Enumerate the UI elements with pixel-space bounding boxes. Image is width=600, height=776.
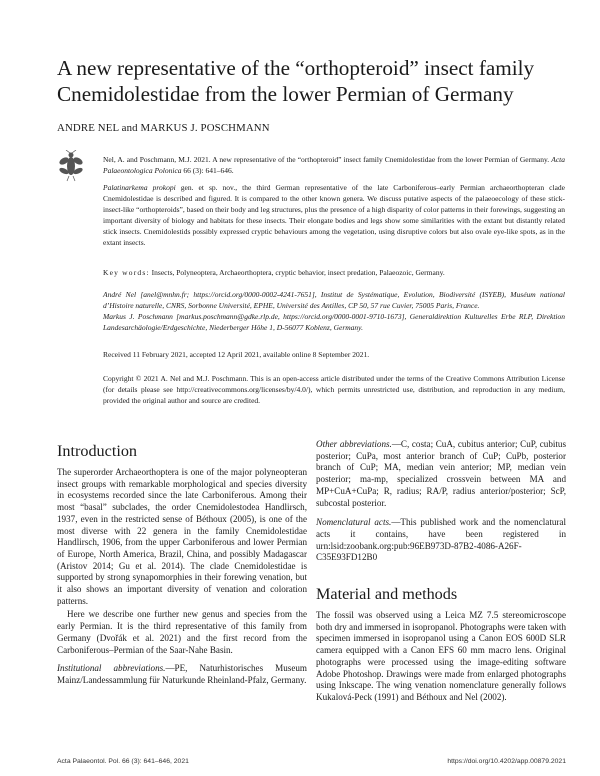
copyright: Copyright © 2021 A. Nel and M.J. Poschmann. This is an open-access article distributed under the terms of the Creative Commons Attribution License (for details please see http://creativecommons.org/licenses/by/4.0/), which permits unrestricted use, distribution, and reproduction in any medium, provided the original author and source are credited. [103, 374, 565, 405]
other-abbreviations [316, 439, 566, 509]
abstract [103, 183, 565, 248]
inst-text: —PE, Naturhistorisches Museum Mainz/Landessammlung für Naturkunde Rheinland-Pfalz, Germany. [57, 663, 307, 685]
introduction-heading: Introduction [57, 442, 138, 460]
keywords-text: Insects, Polyneoptera, Archaeorthoptera, cryptic behavior, insect predation, Palaeozoic, Germany. [149, 268, 445, 277]
keywords [103, 268, 565, 279]
affiliations [103, 290, 565, 334]
inst-label: Institutional abbreviations. [57, 663, 166, 674]
keywords-label: Key words: [103, 268, 150, 277]
introduction-body [57, 467, 307, 687]
material-methods-body [316, 610, 566, 704]
mm-paragraph: The fossil was observed using a Leica MZ 7.5 stereomicroscope both dry and immersed in isopropanol. Photographs were taken with specimen immersed in isopropanol using a Canon EOS 600D SLR camera equipped with a Canon EFS 60 mm macro lens. Original photographs were processed using the image-editing software Adobe Photoshop. Drawings were made from enlarged photographs using Inkscape. The wing venation nomenclature generally follows Kukalová-Peck (1991) and Béthoux and Nel (2002). [316, 610, 566, 702]
authors: ANDRE NEL and MARKUS J. POSCHMANN [57, 122, 270, 134]
received-dates: Received 11 February 2021, accepted 12 April 2021, available online 8 September 2021. [103, 350, 370, 359]
material-methods-heading: Material and methods [316, 585, 458, 603]
intro-paragraph-1: The superorder Archaeorthoptera is one of the major polyneopteran insect groups with remarkable morphological and species diversity in ecosystems recorded since the late Carboniferous. Among their most “basal” subclades, the order Cnemidolestodea Handlirsch, 1937, even in the restricted sense of Béthoux (2005), is one of the most diverse with 22 genera in the family Cnemidolestidae Handlirsch, 1906, from the upper Carboniferous and lower Permian of Europe, North America, Brazil, China, and possibly Madagascar (Aristov 2014; Gu et al. 2014). The clade Cnemidolestidae is supported by strong synapomorphies in their forewing venation, but it also shows an important diversity of venation and coloration patterns. [57, 467, 307, 606]
abstract-species: Palatinarkema prokopi [103, 183, 176, 192]
citation-volume: 66 (3): 641–646. [181, 165, 234, 175]
nom-text: —This published work and the nomenclatural acts it contains, have been registered in urn:lsid:zoobank.org:pub:96EB973D-87B2-4086-A26F-C35E93FD12B0 [316, 517, 566, 563]
citation-text: Nel, A. and Poschmann, M.J. 2021. A new representative of the “orthopteroid” insect family Cnemidolestidae from the lower Permian of Germany. [103, 155, 552, 164]
other-label: Other abbreviations. [316, 439, 392, 449]
footer-citation: Acta Palaeontol. Pol. 66 (3): 641–646, 2021 [57, 758, 189, 765]
abstract-text: gen. et sp. nov., the third German representative of the late Carboniferous–early Permian archaeorthopteran clade Cnemidolestidae is described and figured. It is compared to the other known genera. We discuss putative aspects of the palaeoecology of these stick-insect-like “orthopteroids”, based on their body and leg structures, plus the presence of a high disparity of color patterns in their forewings, suggesting an important diversity of biology and habitats for these insects. Their elongate bodies and legs show some similarities with the extant but distantly related stick insects. Cnemidolestids possibly expressed cryptic behaviours among the vegetation, using disruptive colors but also ovale eye-like spots, as in the extant insects. [103, 183, 565, 247]
affiliation-nel: André Nel [anel@mnhn.fr; https://orcid.org/0000-0002-4241-7651], Institut de Systématique, Evolution, Biodiversité (ISYEB), Muséum national d’Histoire naturelle, CNRS, Sorbonne Université, EPHE, Université des Antilles, CP 50, 57 rue Cuvier, 75005 Paris, France. [103, 290, 565, 310]
institutional-abbreviations [57, 663, 307, 686]
nomenclatural-acts [316, 517, 566, 564]
citation-journal: Acta Palaeontologica Polonica [103, 155, 565, 175]
right-column [316, 439, 566, 564]
affiliation-poschmann: Markus J. Poschmann [markus.poschmann@gdke.rlp.de, https://orcid.org/0000-0001-9710-1673], Generaldirektion Kulturelles Erbe RLP, Direktion Landesarchäologie/Erdgeschichte, Niederberger Höhe 1, D-56077 Koblenz, Germany. [103, 311, 565, 332]
journal-logo-icon [58, 150, 84, 182]
other-text: —C, costa; CuA, cubitus anterior; CuP, cubitus posterior; CuPa, most anterior branch of CuP; CuPb, posterior branch of CuP; MA, median vein anterior; MP, median vein posterior; ma-mp, specialized crossvein between MA and MP+CuA+CuPa; R, radius; RA/P, radius anterior/posterior; ScP, subcostal posterior. [316, 439, 567, 508]
article-title: A new representative of the “orthopteroid” insect family Cnemidolestidae from the lower Permian of Germany [57, 56, 535, 106]
intro-paragraph-2: Here we describe one further new genus and species from the early Permian. It is the third representative of this family from Germany (Dvořák et al. 2021) and the first record from the Carboniferous–Permian of the Saar-Nahe Basin. [57, 609, 307, 655]
nom-label: Nomenclatural acts. [316, 517, 392, 528]
citation [103, 155, 565, 177]
footer-doi[interactable]: https://doi.org/10.4202/app.00879.2021 [447, 758, 566, 765]
